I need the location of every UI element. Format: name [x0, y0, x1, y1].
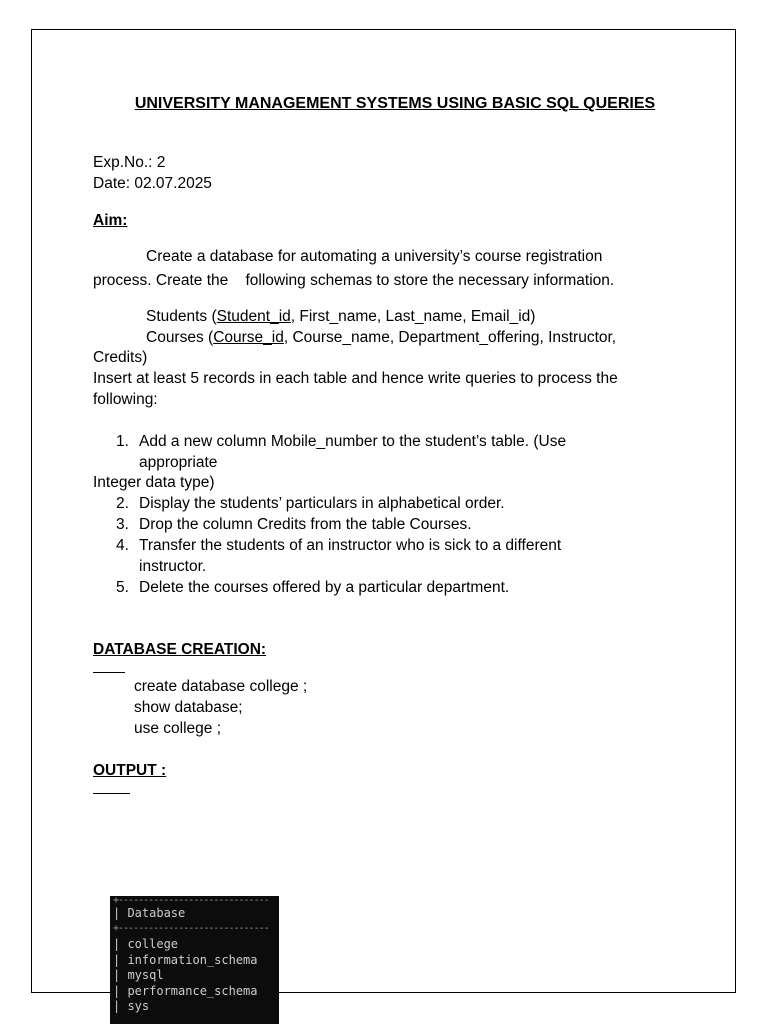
terminal-row: | sys — [113, 999, 150, 1013]
task-text: Drop the column Credits from the table Courses. — [139, 516, 472, 533]
students-schema — [146, 306, 535, 327]
heading-rule — [93, 793, 130, 794]
task-text: Delete the courses offered by a particular department. — [139, 579, 510, 596]
courses-schema-fields: , Course_name, Department_offering, Instructor, — [283, 329, 617, 346]
insert-line-1: Insert at least 5 records in each table and hence write queries to process the — [93, 370, 618, 387]
courses-schema — [146, 327, 616, 348]
sql-command: use college ; — [134, 720, 222, 737]
task-text-continued: appropriate — [139, 454, 218, 471]
terminal-header: | Database — [113, 906, 186, 920]
terminal-row: | performance_schema — [113, 983, 258, 998]
task-number: 5. — [116, 579, 129, 596]
task-text: Display the students’ particulars in alphabetical order. — [139, 495, 505, 512]
students-schema-prefix: Students ( — [146, 308, 217, 325]
output-heading: OUTPUT : — [93, 762, 167, 779]
heading-rule — [93, 672, 125, 673]
task-text: Transfer the students of an instructor who is sick to a different — [139, 537, 562, 554]
database-creation-heading: DATABASE CREATION: — [93, 641, 267, 658]
sql-command: show database; — [134, 699, 243, 716]
courses-schema-wrap: Credits) — [93, 349, 148, 366]
task-number: 2. — [116, 495, 129, 512]
terminal-separator: +------------------------------ — [113, 896, 269, 906]
aim-line-1: Create a database for automating a university’s course registration — [146, 248, 603, 265]
task-text: Add a new column Mobile_number to the student’s table. (Use — [139, 433, 567, 450]
students-primary-key: Student_id — [216, 308, 291, 325]
courses-schema-prefix: Courses ( — [146, 329, 214, 346]
terminal-output-screenshot — [110, 896, 279, 1024]
terminal-row: | information_schema — [113, 952, 258, 967]
document-title: UNIVERSITY MANAGEMENT SYSTEMS USING BASIC SQL QUERIES — [134, 95, 656, 112]
exp-number: Exp.No.: 2 — [93, 154, 166, 171]
students-schema-fields: , First_name, Last_name, Email_id) — [290, 308, 536, 325]
terminal-row: | college — [113, 937, 179, 951]
terminal-row: | mysql — [113, 968, 164, 982]
aim-line-2: process. Create the following schemas to store the necessary information. — [93, 272, 615, 289]
task-number: 3. — [116, 516, 129, 533]
sql-command: create database college ; — [134, 678, 308, 695]
task-text-continued: instructor. — [139, 558, 207, 575]
insert-line-2: following: — [93, 391, 158, 408]
aim-heading: Aim: — [93, 212, 128, 229]
courses-primary-key: Course_id — [213, 329, 284, 346]
task-number: 1. — [116, 433, 129, 450]
date: Date: 02.07.2025 — [93, 175, 212, 192]
task-1-wrap: Integer data type) — [93, 474, 215, 491]
task-number: 4. — [116, 537, 129, 554]
terminal-separator: +------------------------------ — [113, 923, 269, 934]
